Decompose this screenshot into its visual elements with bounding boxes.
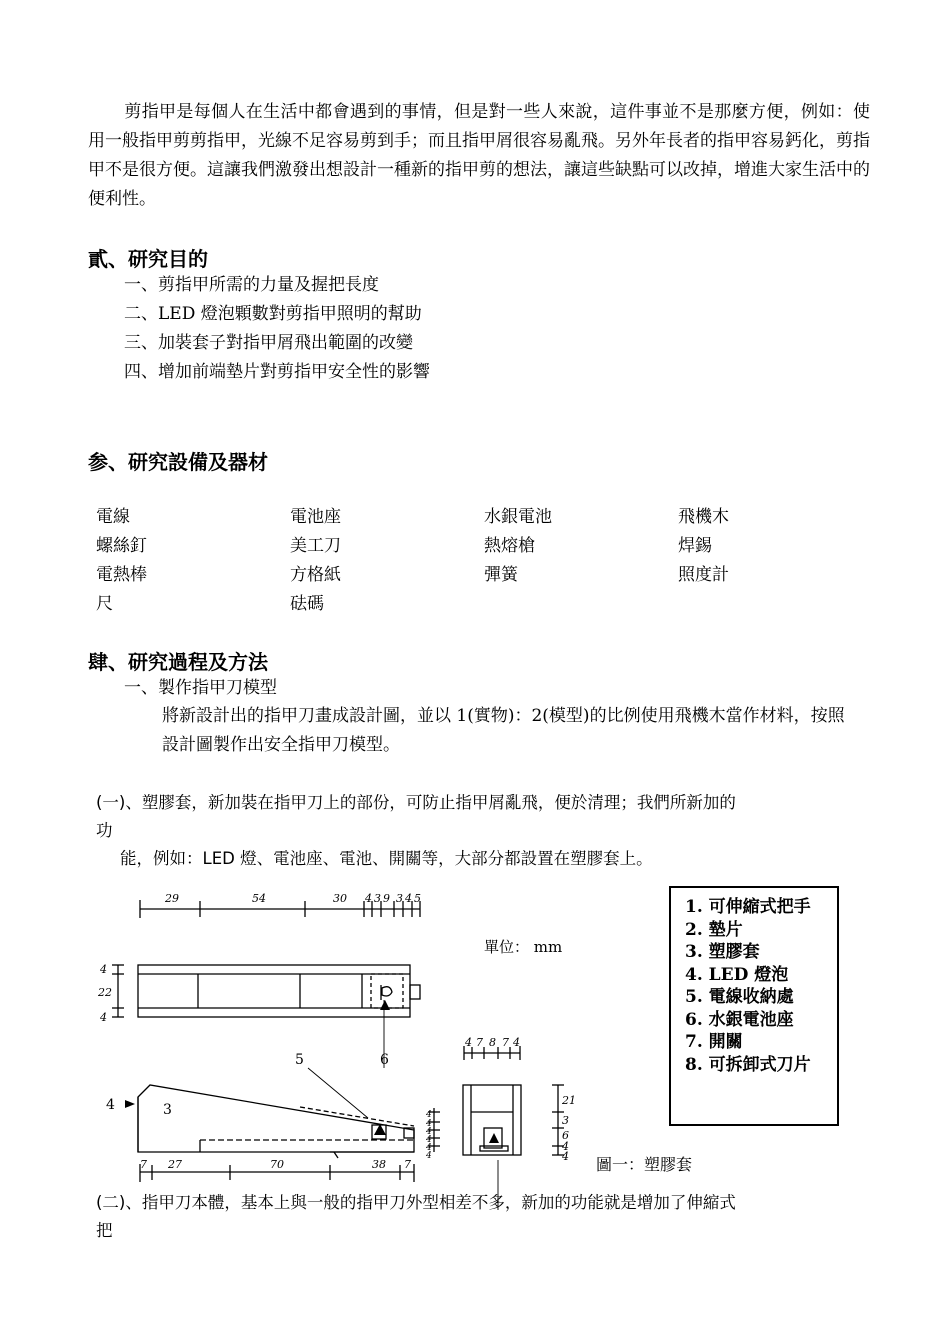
intro-text: 剪指甲是每個人在生活中都會遇到的事情，但是對一些人來說，這件事並不是那麼方便，例如：使用一般指甲剪剪指甲，光線不足容易剪到手；而且指甲屑很容易亂飛。另外年長者的指甲容易鈣化，剪指甲不是很方便。這讓我們激發出想設計一種新的指甲剪的想法，讓這些缺點可以改掉，增進大家生活中的便利性。: [88, 102, 870, 209]
dimension-label: 4: [405, 892, 412, 905]
subsection-title: 一、製作指甲刀模型: [124, 678, 277, 698]
dimension-label: 3: [562, 1114, 569, 1127]
section-2-title: 貳、研究目的: [88, 247, 208, 271]
dimension-label: 54: [252, 892, 266, 905]
equipment-item: 水銀電池: [484, 507, 552, 527]
legend-item: 5. 電線收納處: [685, 987, 794, 1007]
dimension-label: 4: [426, 1127, 432, 1137]
dimension-label: 8: [489, 1036, 496, 1049]
dimension-label: 4: [100, 1011, 107, 1024]
dimension-label: 4: [100, 963, 107, 976]
method-paragraph: 將新設計出的指甲刀畫成設計圖，並以 1(實物)：2(模型)的比例使用飛機木當作材料，按照設計圖製作出安全指甲刀模型。: [162, 706, 845, 755]
dimension-label: 7: [140, 1158, 147, 1171]
equipment-item: 焊錫: [678, 536, 712, 556]
section-4-title: 肆、研究過程及方法: [88, 650, 268, 674]
part-1-line-1: (一)、塑膠套，新加裝在指甲刀上的部份，可防止指甲屑亂飛，便於清理；我們所新加的: [96, 793, 736, 812]
dimension-label: 7: [502, 1036, 509, 1049]
equipment-item: 美工刀: [290, 536, 341, 556]
part-2-line-1: (二)、指甲刀本體，基本上與一般的指甲刀外型相差不多，新加的功能就是增加了伸縮式: [96, 1193, 736, 1212]
dimension-label: 22: [98, 986, 112, 999]
legend-item: 2. 墊片: [685, 919, 743, 940]
dimension-label: 29: [165, 892, 179, 905]
dimension-label: 4: [562, 1140, 569, 1153]
dimension-label: 4: [426, 1119, 432, 1129]
part-1-line-3: 能，例如：LED 燈、電池座、電池、開關等，大部分都設置在塑膠套上。: [120, 849, 653, 868]
part-1-line-2: 功: [96, 821, 113, 840]
part-2-line-2: 把: [96, 1221, 113, 1240]
dimension-label: 4: [465, 1036, 472, 1049]
dimension-label: 4: [426, 1135, 432, 1145]
arrow-marker: [125, 1100, 135, 1108]
list-item: 一、剪指甲所需的力量及握把長度: [124, 275, 379, 295]
equipment-item: 熱熔槍: [484, 536, 535, 556]
arrow-marker: [489, 1133, 499, 1143]
callout-label: 3: [163, 1102, 172, 1118]
equipment-item: 彈簧: [484, 565, 518, 585]
list-item: 三、加裝套子對指甲屑飛出範圍的改變: [124, 333, 413, 353]
legend-item: 8. 可拆卸式刀片: [685, 1054, 811, 1075]
dimension-label: 3: [374, 892, 381, 905]
dimension-label: 4: [562, 1150, 569, 1163]
arrow-marker: [374, 1124, 386, 1135]
equipment-item: 電熱棒: [96, 565, 147, 585]
dimension-label: 6: [562, 1129, 569, 1142]
dimension-label: 4: [513, 1036, 520, 1049]
dimension-label: 4: [426, 1151, 432, 1161]
equipment-item: 方格紙: [290, 565, 341, 585]
dimension-label: 38: [372, 1158, 386, 1171]
figure-caption: 圖一：塑膠套: [596, 1155, 693, 1174]
legend-item: 3. 塑膠套: [685, 942, 760, 962]
equipment-item: 飛機木: [678, 507, 729, 527]
equipment-item: 電線: [96, 507, 130, 527]
callout-label: 5: [295, 1052, 304, 1068]
dimension-label: 3: [396, 892, 403, 905]
arrow-marker: [380, 1000, 390, 1010]
equipment-item: 螺絲釘: [96, 536, 147, 556]
list-item: 四、增加前端墊片對剪指甲安全性的影響: [124, 362, 430, 382]
dimension-label: 27: [168, 1158, 182, 1171]
equipment-item: 尺: [96, 594, 113, 614]
list-item: 二、LED 燈泡顆數對剪指甲照明的幫助: [124, 304, 422, 324]
top-view-outline: [138, 965, 410, 1017]
front-view-outline: [463, 1085, 521, 1155]
dimension-label: 4: [365, 892, 372, 905]
callout-label: 6: [380, 1052, 389, 1068]
dimension-label: 5: [414, 892, 421, 905]
dimension-label: 7: [404, 1158, 411, 1171]
legend-item: 6. 水銀電池座: [685, 1009, 794, 1030]
dimension-label: 7: [476, 1036, 483, 1049]
dimension-label: 30: [333, 892, 347, 905]
legend-box: [669, 886, 839, 1126]
dimension-label: 21: [562, 1094, 576, 1107]
dimension-label: 70: [270, 1158, 284, 1171]
dimension-label: 9: [383, 892, 390, 905]
section-3-title: 参、研究設備及器材: [88, 450, 268, 474]
equipment-item: 砝碼: [290, 594, 324, 614]
callout-label: 4: [106, 1097, 115, 1113]
legend-item: 7. 開關: [685, 1032, 743, 1052]
dimension-label: 4: [426, 1110, 432, 1120]
legend-item: 4. LED 燈泡: [685, 964, 789, 985]
equipment-item: 照度計: [678, 565, 729, 585]
legend-item: 1. 可伸縮式把手: [685, 897, 811, 917]
equipment-item: 電池座: [290, 507, 341, 527]
unit-label: 單位： mm: [484, 938, 563, 956]
dimension-label: 4: [426, 1143, 432, 1153]
